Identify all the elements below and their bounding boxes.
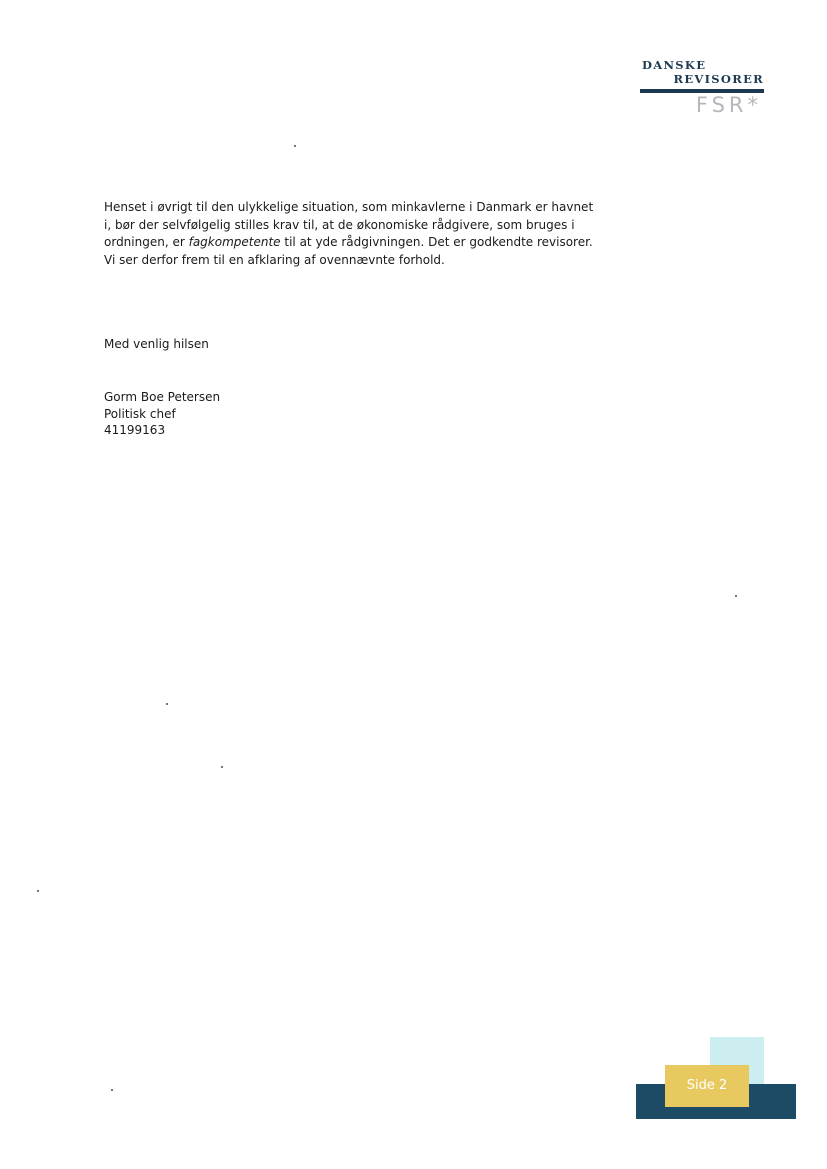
signature-title: Politisk chef xyxy=(104,406,176,421)
paragraph-emphasis: fagkompetente xyxy=(188,235,281,249)
signature-phone: 41199163 xyxy=(104,423,166,437)
scan-speck xyxy=(735,595,737,597)
scan-speck xyxy=(37,890,39,892)
paragraph-text-end: til at yde rådgivningen. Det er godkendte revisorer. Vi ser derfor frem til en afklaring af ovennævnte forhold. xyxy=(104,235,593,267)
logo-fsr-mark: FSR* xyxy=(695,93,762,117)
logo-line-revisorer: REVISORER xyxy=(673,72,764,86)
scan-speck xyxy=(111,1089,113,1091)
danske-revisorer-logo xyxy=(640,58,764,122)
scan-speck xyxy=(294,145,296,147)
scan-speck xyxy=(166,703,168,705)
page-number-badge xyxy=(636,1037,796,1119)
page-number-label: Side 2 xyxy=(686,1078,728,1093)
closing-greeting: Med venlig hilsen xyxy=(104,337,209,351)
signature-block xyxy=(104,389,220,439)
scan-speck xyxy=(221,766,223,768)
logo-line-danske: DANSKE xyxy=(642,58,707,72)
signature-name: Gorm Boe Petersen xyxy=(104,390,221,404)
body-paragraph xyxy=(104,199,604,269)
letter-body xyxy=(104,199,604,269)
paragraph-text-start: Henset i øvrigt til den ulykkelige situation, som minkavlerne i Danmark er havnet i, bør der selvfølgelig stilles krav til, at de økonomiske rådgivere, som bruges i ordningen, er xyxy=(104,200,594,249)
